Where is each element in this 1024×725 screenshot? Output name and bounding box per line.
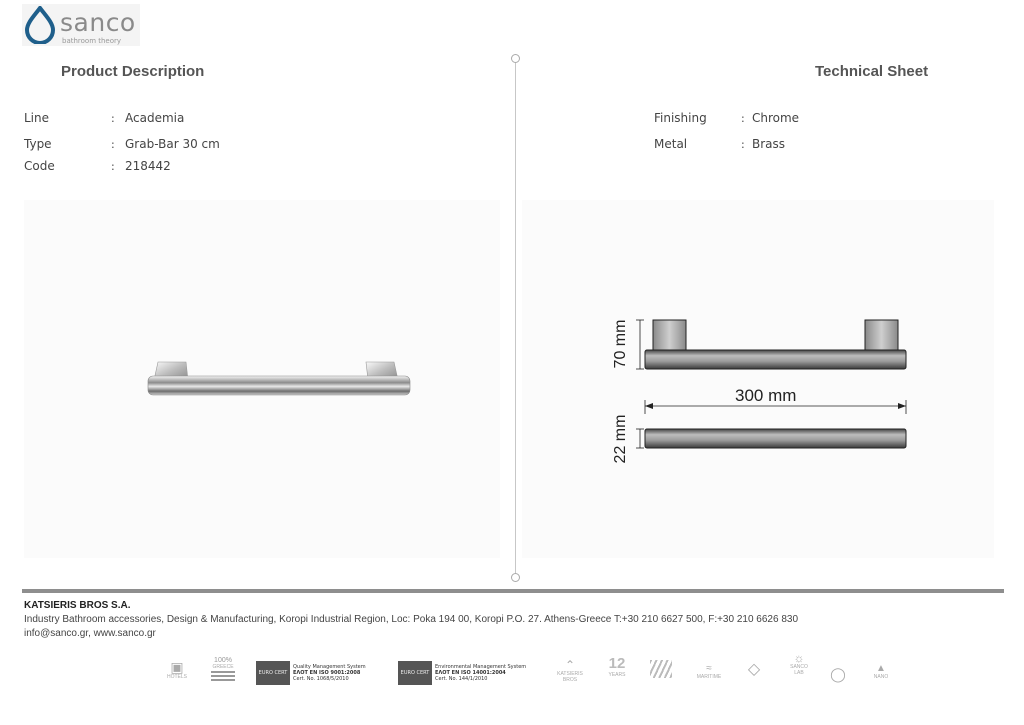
circle-icon: ◯ [830,666,846,682]
product-description-heading: Product Description [61,63,205,80]
katsieris-bros-badge: ⌃ KATSIERIS BROS [552,659,588,683]
round-badge [828,667,848,681]
company-name: KATSIERIS BROS S.A. [24,600,131,611]
hotels-badge: ▣ HOTELS [162,660,192,680]
field-separator: : [111,112,115,125]
nano-badge: ▲ NANO [868,664,894,680]
diamond-icon: ◇ [747,661,761,678]
sanco-logo [22,4,140,46]
bulb-icon: ☼ [793,651,805,665]
hotel-building-icon: ▣ [170,659,184,675]
company-contact: info@sanco.gr, www.sanco.gr [24,628,156,639]
brand-tagline: bathroom theory [62,37,122,45]
nano-icon: ▲ [876,663,886,674]
field-label-line: Line [24,111,50,125]
iso-9001-badge: EURO CERT Quality Management System ΕΛΟΤ EN ISO 9001:2008 Cert. No. 1068/5/2010 [256,661,366,685]
grab-bar-photo [24,200,500,558]
divider-top-node [511,54,520,63]
wave-icon: ≈ [706,663,712,674]
center-divider [515,58,516,578]
dimension-height-label: 70 mm [612,319,629,369]
twelve-years-badge: 12 YEARS [608,655,626,678]
field-value-code: 218442 [125,159,171,173]
iso-14001-badge: EURO CERT Environmental Management System ΕΛΟΤ EN ISO 14001:2004 Cert. No. 144/1/2010 [398,661,526,685]
field-separator: : [111,138,115,151]
divider-bottom-node [511,573,520,582]
field-value-line: Academia [125,111,185,125]
stripes-badge [648,660,674,678]
company-address: Industry Bathroom accessories, Design & Manufacturing, Koropi Industrial Region, Loc: Poka 194 00, Koropi P.O. 27. Athens-Greece T:+30 210 6627 500, F:+30 210 6626 830 [24,614,799,625]
diagonal-stripes-icon [650,660,672,678]
eurocert-logo: EURO CERT [256,661,290,685]
field-separator: : [741,112,745,125]
eurocert-logo: EURO CERT [398,661,432,685]
technical-drawing [522,200,994,558]
field-label-finishing: Finishing [654,111,707,125]
field-label-metal: Metal [654,137,688,151]
technical-drawing-panel [522,200,994,558]
greece-badge: 100% GREECE [208,658,238,683]
field-separator: : [741,138,745,151]
roof-icon: ⌃ [564,658,576,672]
maritime-badge: ≈ MARITIME [692,664,726,680]
dimension-length-label: 300 mm [735,386,797,405]
greek-flag-icon [211,671,235,683]
sanco-lab-badge: ☼ SANCO LAB [786,652,812,676]
field-label-code: Code [24,159,55,173]
field-value-type: Grab-Bar 30 cm [125,137,220,151]
technical-sheet-heading: Technical Sheet [815,63,929,80]
product-photo-panel [24,200,500,558]
field-separator: : [111,160,115,173]
brand-name: sanco [60,8,136,37]
diamond-badge [742,662,766,678]
water-drop-icon [24,6,56,44]
dimension-diameter-label: 22 mm [612,414,629,464]
field-label-type: Type [24,137,52,151]
footer-rule [22,589,1004,593]
field-value-metal: Brass [752,137,786,151]
field-value-finishing: Chrome [752,111,800,125]
